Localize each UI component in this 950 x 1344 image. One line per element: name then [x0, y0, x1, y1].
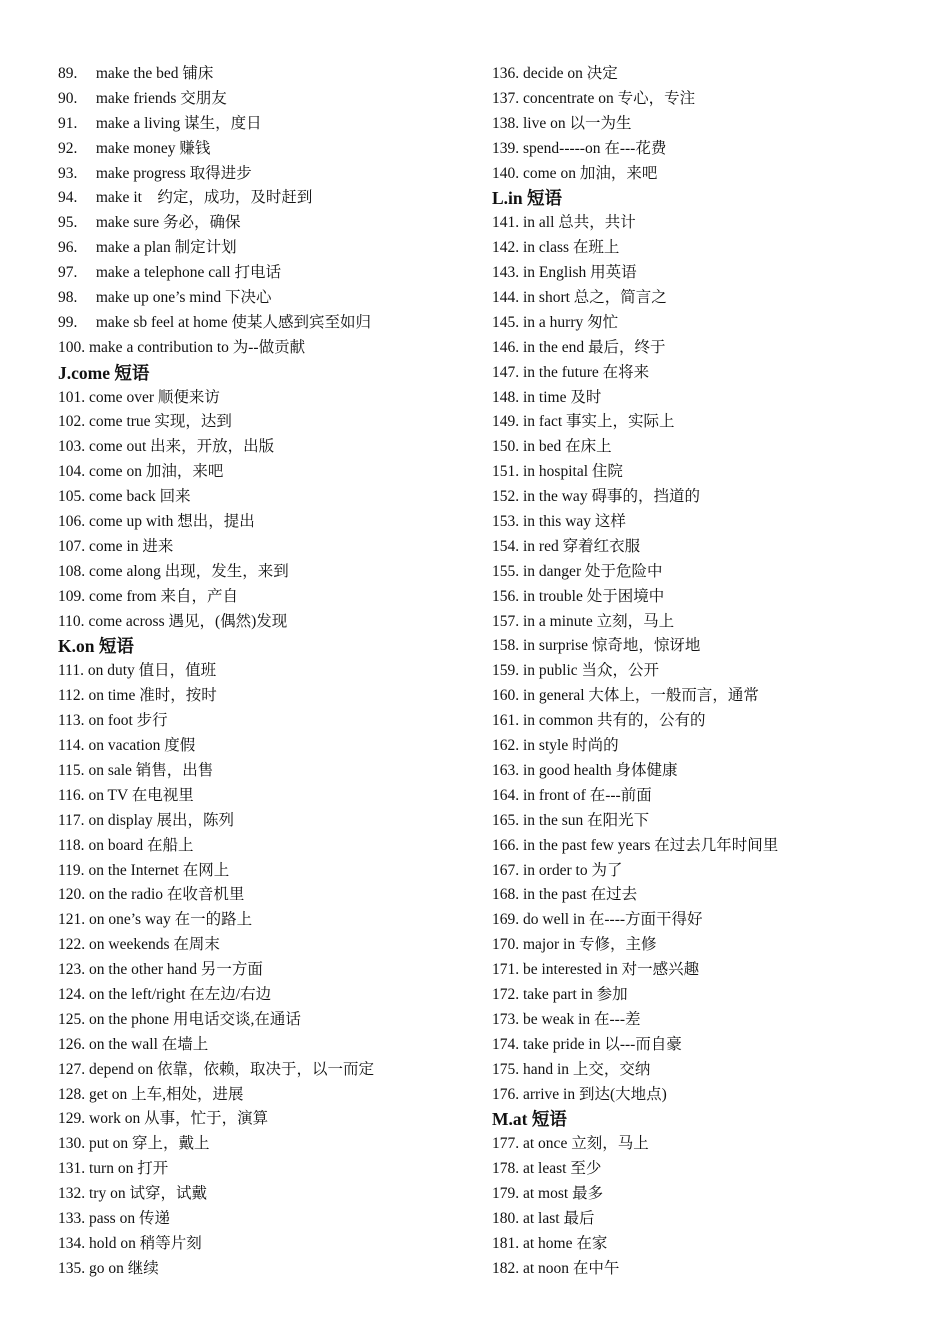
phrase-text: in the future 在将来 [523, 363, 650, 381]
phrase-item [492, 62, 912, 87]
item-number: 106. [58, 513, 86, 531]
item-number: 97. [58, 264, 78, 282]
phrase-item [492, 659, 912, 684]
item-number: 141. [492, 214, 520, 232]
item-number: 134. [58, 1234, 86, 1252]
phrase-text: on the phone 用电话交谈,在通话 [89, 1010, 301, 1028]
item-number: 100. [58, 338, 86, 356]
item-number: 107. [58, 537, 86, 555]
item-number: 99. [58, 313, 78, 331]
phrase-text: make sure 务必，确保 [95, 214, 241, 232]
item-number: 109. [58, 587, 86, 605]
phrase-text: make a plan 制定计划 [95, 239, 237, 257]
phrase-text: in time 及时 [523, 388, 602, 406]
phrase-item [58, 211, 468, 236]
item-number: 147. [492, 363, 520, 381]
phrase-item [58, 585, 468, 610]
phrase-item [58, 610, 468, 635]
phrase-item [58, 1232, 468, 1257]
phrase-item [492, 286, 912, 311]
phrase-text: in English 用英语 [523, 264, 637, 282]
item-number: 177. [492, 1135, 520, 1153]
phrase-item [58, 162, 468, 187]
item-number: 132. [58, 1185, 86, 1203]
phrase-text: go on 继续 [89, 1259, 159, 1277]
section-heading: J.come 短语 [58, 362, 150, 383]
phrase-text: on sale 销售，出售 [88, 761, 214, 779]
phrase-item [58, 784, 468, 809]
phrase-item [492, 87, 912, 112]
phrase-item [492, 162, 912, 187]
item-number: 92. [58, 139, 78, 157]
phrase-item [492, 983, 912, 1008]
phrase-text: in order to 为了 [523, 861, 623, 879]
phrase-item [58, 485, 468, 510]
phrase-item [58, 859, 468, 884]
phrase-item [58, 311, 468, 336]
phrase-item [492, 435, 912, 460]
phrase-item [492, 1232, 912, 1257]
phrase-item [492, 1207, 912, 1232]
item-number: 170. [492, 936, 520, 954]
item-number: 140. [492, 164, 520, 182]
phrase-text: make friends 交朋友 [95, 89, 227, 107]
phrase-text: at home 在家 [523, 1234, 608, 1252]
item-number: 93. [58, 164, 78, 182]
phrase-text: decide on 决定 [523, 65, 618, 82]
phrase-item [58, 386, 468, 411]
phrase-item [492, 883, 912, 908]
item-number: 157. [492, 612, 520, 630]
phrase-item [58, 958, 468, 983]
item-number: 181. [492, 1234, 520, 1252]
phrase-item [492, 1033, 912, 1058]
phrase-item [58, 759, 468, 784]
item-number: 90. [58, 89, 78, 107]
right-column [492, 62, 912, 1282]
phrase-text: on display 展出，陈列 [88, 811, 234, 829]
phrase-item [58, 809, 468, 834]
phrase-text: on the left/right 在左边/右边 [89, 985, 272, 1003]
item-number: 173. [492, 1010, 520, 1028]
phrase-text: in good health 身体健康 [523, 761, 678, 779]
phrase-text: in danger 处于危险中 [523, 562, 663, 580]
phrase-text: come over 顺便来访 [89, 388, 220, 406]
phrase-item [58, 883, 468, 908]
item-number: 135. [58, 1259, 86, 1277]
phrase-item [58, 186, 468, 211]
phrase-item [58, 933, 468, 958]
item-number: 151. [492, 463, 520, 481]
phrase-text: in trouble 处于困境中 [523, 587, 665, 605]
item-number: 148. [492, 388, 520, 406]
phrase-text: in the past few years 在过去几年时间里 [523, 836, 779, 854]
phrase-item [58, 535, 468, 560]
phrase-item [492, 908, 912, 933]
phrase-item [58, 1132, 468, 1157]
item-number: 91. [58, 114, 78, 132]
phrase-text: take pride in 以---而自豪 [523, 1035, 682, 1053]
item-number: 182. [492, 1259, 520, 1277]
phrase-text: on board 在船上 [88, 836, 194, 854]
item-number: 108. [58, 562, 86, 580]
phrase-text: in a hurry 匆忙 [523, 313, 619, 331]
phrase-item [58, 62, 468, 87]
item-number: 172. [492, 985, 520, 1003]
phrase-item [492, 361, 912, 386]
phrase-item [58, 1033, 468, 1058]
item-number: 113. [58, 712, 85, 730]
phrase-text: at once 立刻，马上 [523, 1135, 649, 1153]
phrase-text: come on 加油，来吧 [523, 164, 658, 182]
phrase-item [58, 435, 468, 460]
item-number: 133. [58, 1209, 86, 1227]
phrase-item [58, 112, 468, 137]
item-number: 169. [492, 911, 520, 929]
item-number: 120. [58, 886, 86, 904]
phrase-item [58, 460, 468, 485]
phrase-item [58, 286, 468, 311]
phrase-item [492, 809, 912, 834]
phrase-item [492, 560, 912, 585]
phrase-item [492, 634, 912, 659]
phrase-text: live on 以一为生 [523, 114, 632, 132]
phrase-text: on vacation 度假 [88, 737, 196, 755]
phrase-text: make the bed 铺床 [95, 65, 214, 82]
phrase-item [492, 311, 912, 336]
item-number: 117. [58, 811, 85, 829]
phrase-item [58, 1257, 468, 1282]
phrase-text: on one’s way 在一的路上 [89, 911, 253, 929]
phrase-text: put on 穿上，戴上 [89, 1135, 210, 1153]
phrase-text: in short 总之，简言之 [523, 289, 667, 307]
phrase-text: at least 至少 [523, 1160, 602, 1178]
item-number: 175. [492, 1060, 520, 1078]
item-number: 150. [492, 438, 520, 456]
item-number: 104. [58, 463, 86, 481]
item-number: 180. [492, 1209, 520, 1227]
phrase-text: on weekends 在周末 [89, 936, 220, 954]
phrase-text: in hospital 住院 [523, 463, 623, 481]
phrase-item [492, 784, 912, 809]
phrase-item [492, 1257, 912, 1282]
phrase-item [492, 510, 912, 535]
item-number: 105. [58, 488, 86, 506]
phrase-text: at noon 在中午 [523, 1259, 620, 1277]
item-number: 129. [58, 1110, 86, 1128]
phrase-item [492, 1182, 912, 1207]
phrase-text: be interested in 对一感兴趣 [523, 961, 700, 979]
item-number: 179. [492, 1185, 520, 1203]
phrase-item [492, 709, 912, 734]
phrase-item [492, 610, 912, 635]
phrase-item [492, 211, 912, 236]
left-column [58, 62, 468, 1282]
phrase-text: turn on 打开 [89, 1160, 169, 1178]
phrase-item [58, 1157, 468, 1182]
item-number: 116. [58, 786, 85, 804]
phrase-item [492, 734, 912, 759]
item-number: 118. [58, 836, 85, 854]
phrase-text: hand in 上交，交纳 [523, 1060, 651, 1078]
item-number: 96. [58, 239, 78, 257]
phrase-text: get on 上车,相处，进展 [89, 1085, 244, 1103]
item-number: 112. [58, 687, 85, 705]
item-number: 167. [492, 861, 520, 879]
phrase-text: do well in 在----方面干得好 [523, 911, 703, 929]
phrase-text: make a living 谋生，度日 [95, 114, 262, 132]
item-number: 139. [492, 139, 520, 157]
phrase-text: in style 时尚的 [523, 737, 619, 755]
phrase-item [58, 236, 468, 261]
phrase-text: in surprise 惊奇地，惊讶地 [523, 637, 701, 655]
phrase-item [492, 759, 912, 784]
phrase-item [58, 1182, 468, 1207]
item-number: 164. [492, 786, 520, 804]
phrase-text: come on 加油，来吧 [89, 463, 224, 481]
item-number: 101. [58, 388, 86, 406]
phrase-text: make up one’s mind 下决心 [95, 289, 272, 307]
phrase-text: spend-----on 在---花费 [523, 139, 667, 157]
phrase-text: in the past 在过去 [523, 886, 638, 904]
item-number: 158. [492, 637, 520, 655]
phrase-item [58, 1083, 468, 1108]
phrase-item [58, 659, 468, 684]
phrase-text: make it 约定，成功，及时赶到 [95, 189, 313, 207]
item-number: 138. [492, 114, 520, 132]
phrase-item [492, 585, 912, 610]
phrase-text: on the wall 在墙上 [89, 1035, 209, 1053]
phrase-item [58, 261, 468, 286]
phrase-text: on the Internet 在网上 [88, 861, 230, 879]
item-number: 176. [492, 1085, 520, 1103]
item-number: 123. [58, 961, 86, 979]
phrase-item [492, 236, 912, 261]
item-number: 122. [58, 936, 86, 954]
phrase-text: on TV 在电视里 [88, 786, 194, 804]
item-number: 163. [492, 761, 520, 779]
item-number: 102. [58, 413, 86, 431]
phrase-text: arrive in 到达(大地点) [523, 1085, 667, 1103]
item-number: 130. [58, 1135, 86, 1153]
item-number: 114. [58, 737, 85, 755]
phrase-text: make money 赚钱 [95, 139, 211, 157]
phrase-text: make progress 取得进步 [95, 164, 252, 182]
item-number: 174. [492, 1035, 520, 1053]
phrase-item [492, 336, 912, 361]
phrase-text: on foot 步行 [88, 712, 168, 730]
item-number: 145. [492, 313, 520, 331]
phrase-text: in general 大体上，一般而言，通常 [523, 687, 759, 705]
phrase-text: come across 遇见，(偶然)发现 [88, 612, 288, 630]
phrase-text: come out 出来，开放，出版 [89, 438, 275, 456]
phrase-text: come back 回来 [89, 488, 191, 506]
phrase-text: come in 进来 [89, 537, 174, 555]
item-number: 119. [58, 861, 85, 879]
phrase-text: come up with 想出，提出 [89, 513, 255, 531]
phrase-item [492, 933, 912, 958]
phrase-text: in public 当众，公开 [523, 662, 660, 680]
phrase-item [492, 834, 912, 859]
phrase-text: try on 试穿，试戴 [89, 1185, 207, 1203]
phrase-item [58, 336, 468, 361]
phrase-text: in red 穿着红衣服 [523, 537, 641, 555]
item-number: 144. [492, 289, 520, 307]
phrase-item [492, 112, 912, 137]
phrase-item [492, 1083, 912, 1108]
phrase-item [58, 1207, 468, 1232]
item-number: 154. [492, 537, 520, 555]
item-number: 156. [492, 587, 520, 605]
phrase-text: in all 总共，共计 [523, 214, 636, 232]
phrase-text: work on 从事，忙于，演算 [89, 1110, 269, 1128]
phrase-text: come along 出现，发生，来到 [89, 562, 289, 580]
item-number: 136. [492, 65, 520, 82]
item-number: 146. [492, 338, 520, 356]
phrase-text: in this way 这样 [523, 513, 626, 531]
item-number: 137. [492, 89, 520, 107]
item-number: 131. [58, 1160, 86, 1178]
phrase-item [492, 137, 912, 162]
phrase-text: at most 最多 [523, 1185, 604, 1203]
item-number: 115. [58, 761, 85, 779]
item-number: 143. [492, 264, 520, 282]
phrase-item [58, 510, 468, 535]
phrase-item [492, 410, 912, 435]
phrase-item [58, 1008, 468, 1033]
section-heading: L.in 短语 [492, 188, 563, 209]
item-number: 128. [58, 1085, 86, 1103]
phrase-item [58, 734, 468, 759]
item-number: 124. [58, 985, 86, 1003]
phrase-item [58, 834, 468, 859]
item-number: 127. [58, 1060, 86, 1078]
phrase-text: in the sun 在阳光下 [523, 811, 650, 829]
phrase-item [492, 485, 912, 510]
phrase-item [58, 908, 468, 933]
item-number: 103. [58, 438, 86, 456]
item-number: 110. [58, 612, 85, 630]
phrase-text: major in 专修，主修 [523, 936, 657, 954]
phrase-text: hold on 稍等片刻 [89, 1234, 202, 1252]
phrase-item [58, 709, 468, 734]
phrase-item [492, 386, 912, 411]
phrase-item [58, 560, 468, 585]
phrase-item [58, 684, 468, 709]
item-number: 160. [492, 687, 520, 705]
item-number: 166. [492, 836, 520, 854]
item-number: 94. [58, 189, 78, 207]
phrase-item [492, 1008, 912, 1033]
item-number: 178. [492, 1160, 520, 1178]
phrase-text: come from 来自，产自 [89, 587, 238, 605]
phrase-text: come true 实现，达到 [89, 413, 232, 431]
phrase-text: make sb feel at home 使某人感到宾至如归 [95, 313, 371, 331]
phrase-item [492, 1058, 912, 1083]
phrase-text: in class 在班上 [523, 239, 620, 257]
item-number: 111. [58, 662, 84, 680]
phrase-text: take part in 参加 [523, 985, 628, 1003]
phrase-text: on duty 值日，值班 [87, 662, 217, 680]
item-number: 98. [58, 289, 78, 307]
item-number: 126. [58, 1035, 86, 1053]
phrase-text: depend on 依靠，依赖，取决于，以一而定 [89, 1060, 375, 1078]
item-number: 152. [492, 488, 520, 506]
phrase-text: in front of 在---前面 [523, 786, 652, 804]
phrase-item [58, 983, 468, 1008]
item-number: 168. [492, 886, 520, 904]
phrase-item [492, 958, 912, 983]
phrase-text: make a contribution to 为--做贡献 [89, 338, 306, 356]
phrase-item [492, 859, 912, 884]
item-number: 159. [492, 662, 520, 680]
phrase-item [58, 1058, 468, 1083]
phrase-text: in the end 最后，终于 [523, 338, 666, 356]
phrase-text: in the way 碍事的，挡道的 [523, 488, 700, 506]
phrase-text: on the other hand 另一方面 [89, 961, 263, 979]
item-number: 155. [492, 562, 520, 580]
phrase-item [492, 460, 912, 485]
phrase-text: on the radio 在收音机里 [89, 886, 245, 904]
item-number: 161. [492, 712, 520, 730]
phrase-text: at last 最后 [523, 1209, 595, 1227]
phrase-text: on time 准时，按时 [88, 687, 217, 705]
phrase-text: be weak in 在---差 [523, 1010, 641, 1028]
phrase-item [58, 137, 468, 162]
item-number: 121. [58, 911, 86, 929]
item-number: 165. [492, 811, 520, 829]
phrase-item [58, 1107, 468, 1132]
phrase-item [492, 261, 912, 286]
item-number: 95. [58, 214, 78, 232]
phrase-text: in common 共有的，公有的 [523, 712, 706, 730]
item-number: 153. [492, 513, 520, 531]
phrase-text: in fact 事实上，实际上 [523, 413, 675, 431]
phrase-text: in bed 在床上 [523, 438, 612, 456]
item-number: 162. [492, 737, 520, 755]
phrase-text: in a minute 立刻，马上 [523, 612, 675, 630]
phrase-item [492, 535, 912, 560]
phrase-item [58, 410, 468, 435]
phrase-item [492, 1157, 912, 1182]
phrase-text: pass on 传递 [89, 1209, 170, 1227]
item-number: 89. [58, 65, 78, 82]
section-heading: M.at 短语 [492, 1109, 567, 1130]
phrase-item [492, 1132, 912, 1157]
item-number: 149. [492, 413, 520, 431]
phrase-item [58, 87, 468, 112]
section-heading: K.on 短语 [58, 636, 134, 657]
item-number: 171. [492, 961, 520, 979]
item-number: 125. [58, 1010, 86, 1028]
phrase-item [492, 684, 912, 709]
phrase-text: make a telephone call 打电话 [95, 264, 281, 282]
item-number: 142. [492, 239, 520, 257]
phrase-text: concentrate on 专心，专注 [523, 89, 696, 107]
